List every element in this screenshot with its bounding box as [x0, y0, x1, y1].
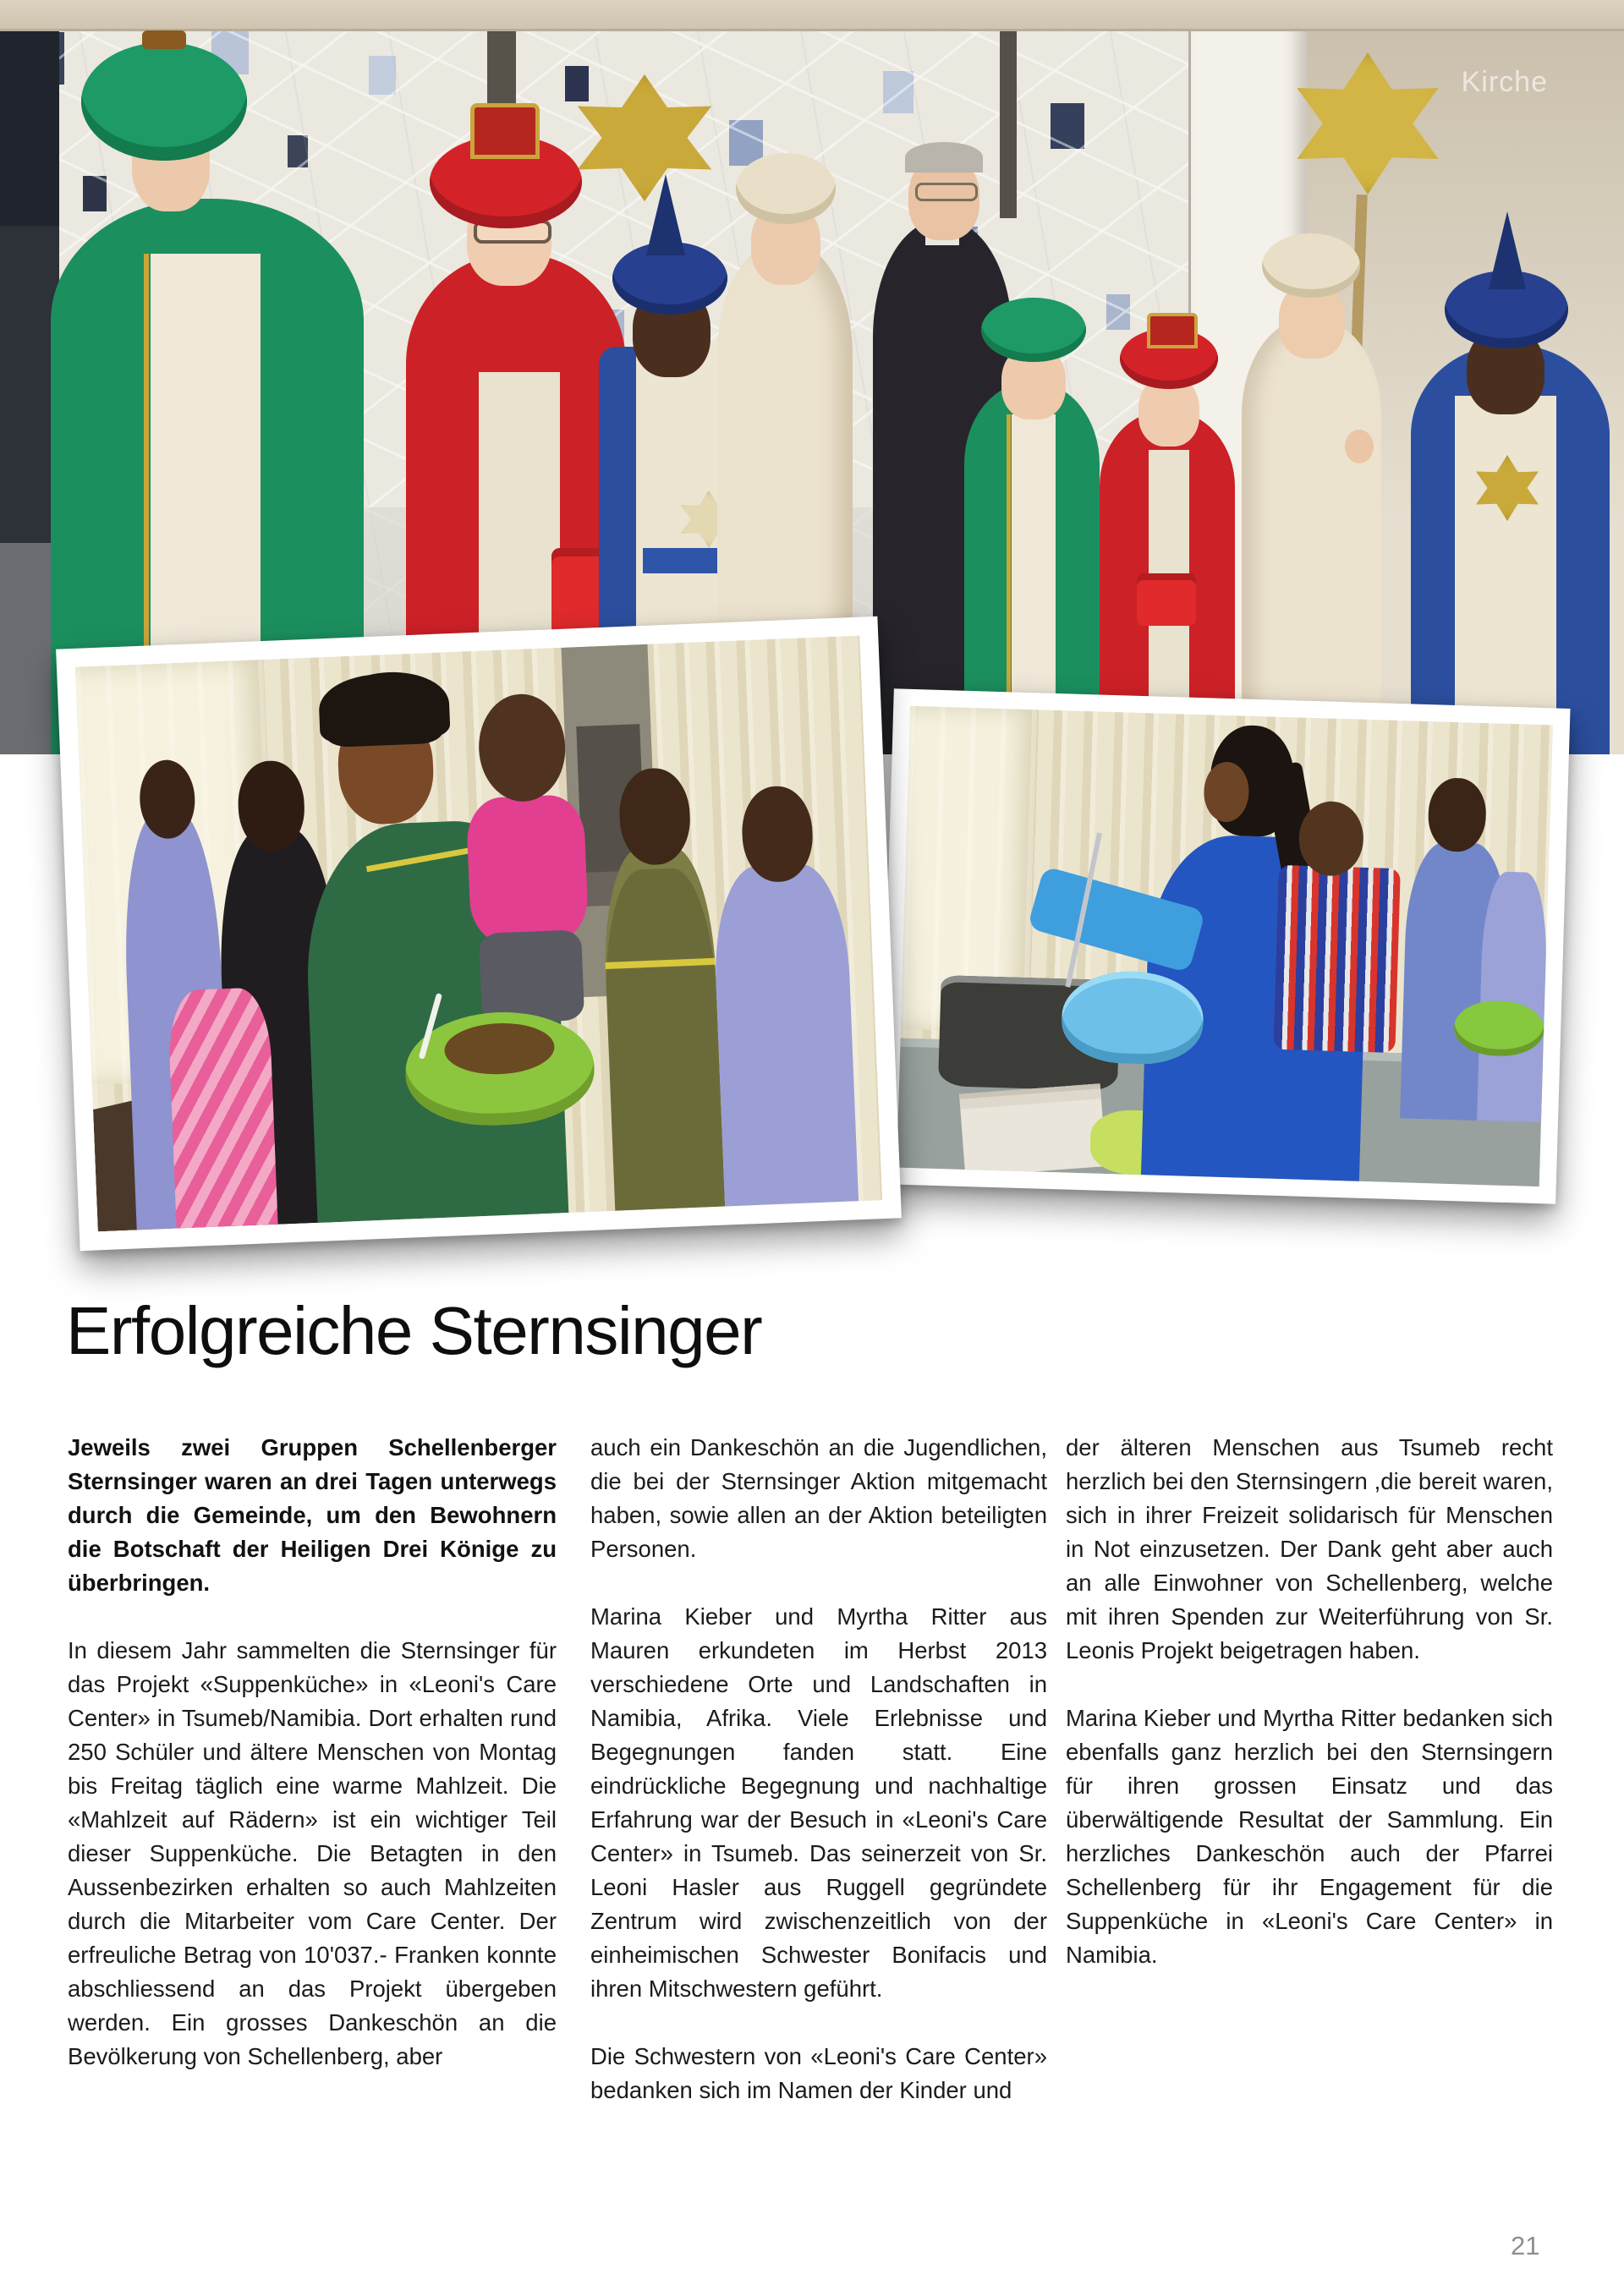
paragraph: Marina Kieber und Myrtha Ritter bedanken sich ebenfalls ganz herzlich bei den Sternsingern für ihren grossen Einsatz und das überwältigende Resultat der Sammlung. Ein herzliches Dankeschön auch der Pfarrei Schellenberg für ihr Engagement für die Suppenküche in «Leoni's Care Center» in Namibia. — [1066, 1705, 1553, 1968]
hand-on-staff — [1345, 430, 1374, 463]
turban-cone — [646, 174, 685, 255]
polaroid-soup-kitchen-children — [56, 616, 902, 1251]
paragraph: Die Schwestern von «Leoni's Care Center» bedanken sich im Namen der Kinder und — [590, 2043, 1047, 2103]
gray-hair — [905, 142, 983, 173]
ceiling-strip — [0, 0, 1624, 31]
article-intro: Jeweils zwei Gruppen Schellenberger Sternsinger waren an drei Tagen unterwegs durch die Gemeinde, um den Bewohnern die Botschaft der Heiligen Drei Könige zu überbringen. — [68, 1434, 557, 1596]
cream-robe — [1242, 318, 1381, 754]
turban-cone — [1489, 211, 1526, 289]
page-number: 21 — [1511, 2231, 1540, 2260]
gold-crown — [470, 103, 540, 159]
text-column-2 — [590, 1431, 1047, 2141]
article-body — [68, 1431, 1553, 2141]
baby-carrier — [1273, 865, 1401, 1054]
paragraph: der älteren Menschen aus Tsumeb recht herzlich bei den Sternsingern ,die bereit waren, sich in ihrer Freizeit solidarisch für Menschen in Not einzusetzen. Der Dank geht aber auch an alle Einwohner von Schellenberg, welche mit ihren Spenden zur Weiterführung von Sr. Leonis Projekt beigetragen haben. — [1066, 1434, 1553, 1663]
polaroid-soup-kitchen-serving — [879, 688, 1570, 1203]
green-turban — [981, 298, 1086, 362]
person-lavender-right — [1477, 871, 1549, 1122]
section-label: Kirche — [1461, 66, 1548, 98]
figure-blue-king-right — [1411, 218, 1614, 754]
turban-crown — [142, 30, 186, 49]
article-headline: Erfolgreiche Sternsinger — [66, 1293, 762, 1368]
photo-serving-scene — [897, 706, 1553, 1186]
figure-red-girl — [1100, 323, 1239, 754]
green-turban — [81, 42, 247, 161]
red-bag — [1137, 573, 1196, 626]
paragraph: Marina Kieber und Myrtha Ritter aus Mauren erkundeten im Herbst 2013 verschiedene Orte und Landschaften in Namibia, Afrika. Viele Erlebnisse und Begegnungen fanden statt. Eine eindrückliche Begegnung und nachhaltige Erfahrung war der Besuch in «Leoni's Care Center» in Tsumeb. Das seinerzeit von Sr. Leoni Hasler aus Ruggell gegründete Zentrum wird zwischenzeitlich von der einheimischen Schwester Bonifacis und ihren Mitschwestern geführt. — [590, 1603, 1047, 2002]
baby-pink-top — [465, 794, 589, 945]
glasses — [915, 183, 978, 201]
paragraph: In diesem Jahr sammelten die Sternsinger für das Projekt «Suppenküche» in «Leoni's Care Center» in Tsumeb/Namibia. Dort erhalten rund 250 Schüler und ältere Menschen von Montag bis Freitag täglich eine warme Mahlzeit. Die «Mahlzeit auf Rädern» ist ein wichtiger Teil dieser Suppenküche. Die Betagten in den Aussenbezirken erhalten so auch Mahlzeiten durch die Mitarbeiter vom Care Center. Der erfreuliche Betrag von 10'037.- Franken konnte abschliessend an das Projekt übergeben werden. Ein grosses Dankeschön an die Bevölkerung von Schellenberg, aber — [68, 1637, 557, 2069]
figure-green-girl — [964, 296, 1104, 754]
newspaper — [959, 1083, 1106, 1177]
paragraph: auch ein Dankeschön an die Jugendlichen, die bei der Sternsinger Aktion mitgemacht haben, sowie allen an der Aktion beteiligten Personen. — [590, 1434, 1047, 1562]
white-robe-inner — [1455, 396, 1556, 754]
baby-skirt — [479, 929, 584, 1024]
figure-star-bearer — [1242, 227, 1385, 754]
cream-headdress — [736, 153, 836, 224]
child-pink-dress — [167, 987, 278, 1228]
text-column-3 — [1066, 1431, 1553, 2141]
white-turban — [1262, 233, 1360, 298]
photo-soup-kitchen — [75, 636, 882, 1232]
gold-crown — [1147, 313, 1198, 348]
kid-lavender-shirt — [711, 863, 859, 1207]
text-column-1 — [68, 1431, 557, 2141]
